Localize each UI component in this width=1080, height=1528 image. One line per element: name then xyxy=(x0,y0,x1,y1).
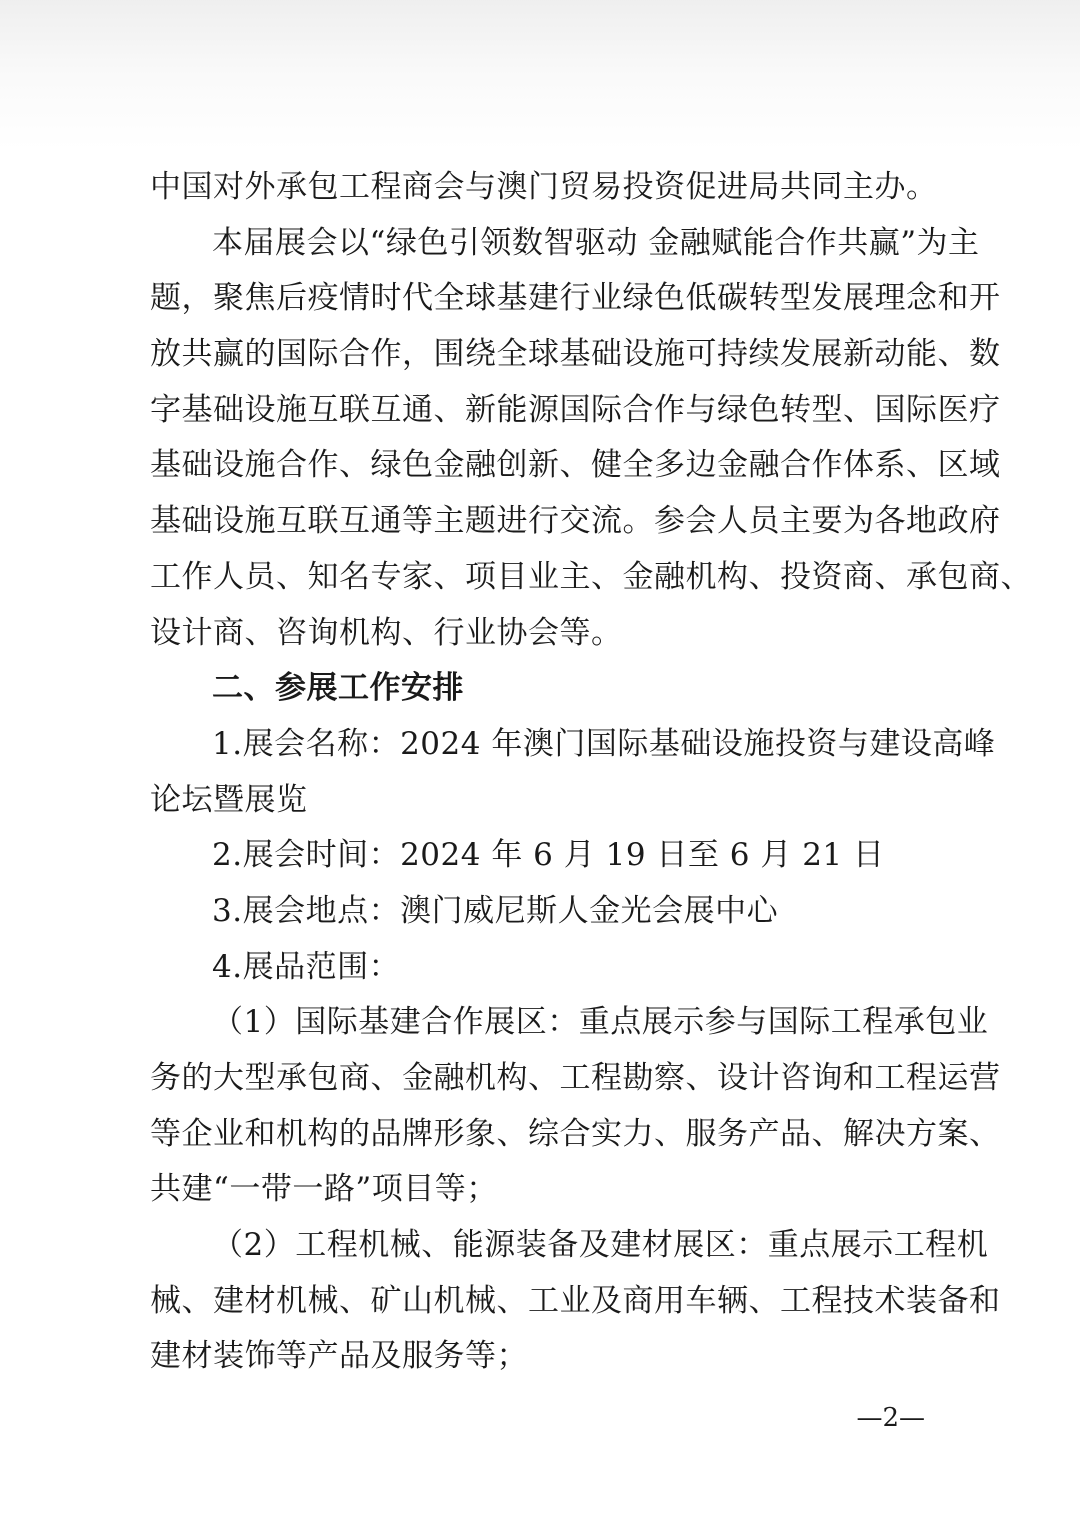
list-item-exhibit-scope: 4.展品范围： xyxy=(212,948,401,985)
text-line: 基础设施互联互通等主题进行交流。参会人员主要为各地政府 xyxy=(150,503,1001,540)
section-heading: 二、参展工作安排 xyxy=(212,670,464,707)
text-line: 放共赢的国际合作，围绕全球基础设施可持续发展新动能、数 xyxy=(150,336,1001,373)
document-body xyxy=(150,160,1032,1385)
text-line: 字基础设施互联互通、新能源国际合作与绿色转型、国际医疗 xyxy=(150,391,1001,428)
paragraph-start-line: 本届展会以“绿色引领数智驱动 金融赋能合作共赢”为主 xyxy=(212,224,980,261)
text-line: 械、建材机械、矿山机械、工业及商用车辆、工程技术装备和 xyxy=(150,1282,1001,1319)
text-line: 共建“一带一路”项目等； xyxy=(150,1171,498,1208)
scan-shadow xyxy=(0,0,1080,150)
text-line: 务的大型承包商、金融机构、工程勘察、设计咨询和工程运营 xyxy=(150,1060,1001,1096)
text-line: 论坛暨展览 xyxy=(150,781,308,818)
page-number: —2— xyxy=(856,1403,925,1433)
text-line: 工作人员、知名专家、项目业主、金融机构、投资商、承包商、 xyxy=(150,558,1032,595)
list-item-exhibition-venue: 3.展会地点：澳门威尼斯人金光会展中心 xyxy=(212,892,779,929)
text-line: 题，聚焦后疫情时代全球基建行业绿色低碳转型发展理念和开 xyxy=(150,280,1001,317)
text-line: 等企业和机构的品牌形象、综合实力、服务产品、解决方案、 xyxy=(150,1115,1001,1152)
text-line: 设计商、咨询机构、行业协会等。 xyxy=(150,614,623,651)
text-line: 建材装饰等产品及服务等； xyxy=(150,1338,528,1375)
text-line: 中国对外承包工程商会与澳门贸易投资促进局共同主办。 xyxy=(150,169,938,205)
sub-item-international-zone: （1）国际基建合作展区：重点展示参与国际工程承包业 xyxy=(212,1004,989,1041)
sub-item-machinery-zone: （2）工程机械、能源装备及建材展区：重点展示工程机 xyxy=(212,1227,989,1264)
list-item-exhibition-time: 2.展会时间：2024 年 6 月 19 日至 6 月 21 日 xyxy=(212,837,885,874)
list-item-exhibition-name: 1.展会名称：2024 年澳门国际基础设施投资与建设高峰 xyxy=(212,725,996,762)
text-line: 基础设施合作、绿色金融创新、健全多边金融合作体系、区域 xyxy=(150,447,1001,484)
